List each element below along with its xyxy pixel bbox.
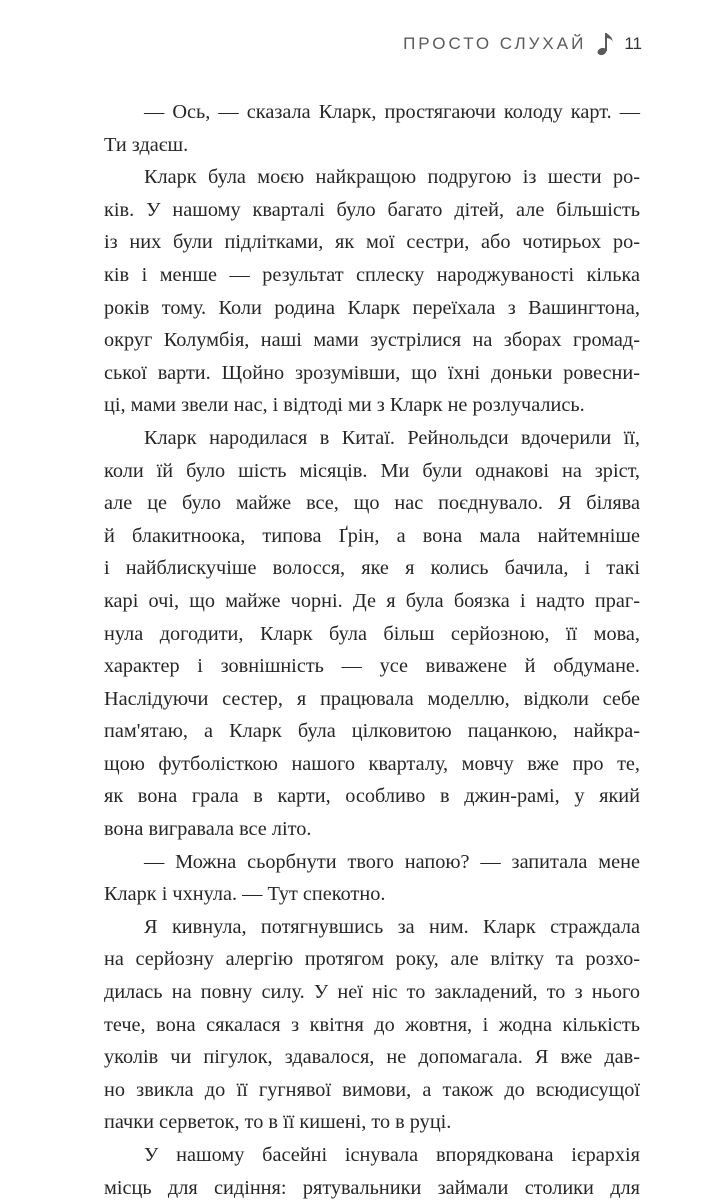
paragraph-line: Ти здаєш. — [104, 133, 189, 156]
paragraph-line: на серйозну алергію протягом року, але влітку та розхо- — [104, 948, 640, 971]
paragraph-line: вона вигравала все літо. — [104, 818, 312, 841]
paragraph-line: ків і менше — результат сплеску народжуваності кілька — [104, 263, 640, 286]
paragraph-first-line: У нашому басейні існувала впорядкована ієрархія — [144, 1144, 640, 1166]
paragraph-line: тече, вона сякалася з квітня до жовтня, і жодна кількість — [104, 1013, 640, 1036]
body-text — [104, 96, 640, 1204]
music-note-icon — [594, 30, 616, 58]
paragraph-line: як вона грала в карти, особливо в джин-рамі, у який — [104, 785, 640, 808]
running-header — [403, 30, 642, 58]
paragraph-first-line: — Ось, — сказала Кларк, простягаючи колоду карт. — — [144, 101, 640, 123]
paragraph-line: і найблискучіше волосся, яке я колись бачила, і такі — [104, 557, 640, 580]
running-title: ПРОСТО СЛУХАЙ — [403, 34, 587, 53]
paragraph-line: пачки серветок, то в її кишені, то в руці. — [104, 1111, 452, 1134]
paragraph-line: ці, мами звели нас, і відтоді ми з Кларк не розлучались. — [104, 394, 585, 417]
paragraph-first-line: — Можна сьорбнути твого напою? — запитала мене — [144, 850, 640, 873]
paragraph-line: але це було майже все, що нас поєднувало. Я білява — [104, 492, 640, 515]
paragraph-line: уколів чи пігулок, здавалося, не допомагала. Я вже дав- — [104, 1046, 640, 1069]
paragraph-line: щою футболісткою нашого кварталу, мовчу вже про те, — [104, 752, 640, 775]
paragraph-first-line: Кларк була моєю найкращою подругою із шести ро- — [144, 166, 640, 189]
paragraph-line: пам'ятаю, а Кларк була цілковитою пацанкою, найкра- — [104, 720, 640, 743]
paragraph-line: Наслідуючи сестер, я працювала моделлю, відколи себе — [104, 687, 640, 710]
paragraph-line: округ Колумбія, наші мами зустрілися на зборах громад- — [104, 329, 640, 352]
paragraph-line: но звикла до її гугнявої вимови, а також до всюдисущої — [104, 1078, 640, 1101]
paragraph-line: ської варти. Щойно зрозумівши, що їхні доньки ровесни- — [104, 361, 640, 384]
paragraph-line: років тому. Коли родина Кларк переїхала з Вашингтона, — [104, 296, 640, 319]
paragraph-line: характер і зовнішність — усе виважене й обдумане. — [104, 655, 640, 678]
paragraph-line: нула догодити, Кларк була більш серйозною, її мова, — [104, 622, 640, 645]
paragraph-line: Кларк і чхнула. — Тут спекотно. — [104, 883, 386, 906]
paragraph-first-line: Кларк народилася в Китаї. Рейнольдси вдочерили її, — [144, 426, 640, 449]
paragraph-line: й блакитноока, типова Ґрін, а вона мала найтемніше — [104, 524, 640, 547]
paragraph-line: дилась на повну силу. У неї ніс то закладений, то з нього — [104, 981, 640, 1004]
paragraph-line: із них були підлітками, як мої сестри, або чотирьох ро- — [104, 231, 640, 254]
paragraph-line: ків. У нашому кварталі було багато дітей, але більшість — [104, 198, 640, 221]
paragraph-line: коли їй було шість місяців. Ми були однакові на зріст, — [104, 459, 640, 482]
paragraph-line: місць для сидіння: рятувальники займали столики для — [104, 1176, 640, 1199]
page-number: 11 — [624, 34, 642, 53]
paragraph-line: карі очі, що майже чорні. Де я була боязка і надто праг- — [104, 589, 640, 612]
paragraph-first-line: Я кивнула, потягнувшись за ним. Кларк страждала — [144, 915, 640, 938]
